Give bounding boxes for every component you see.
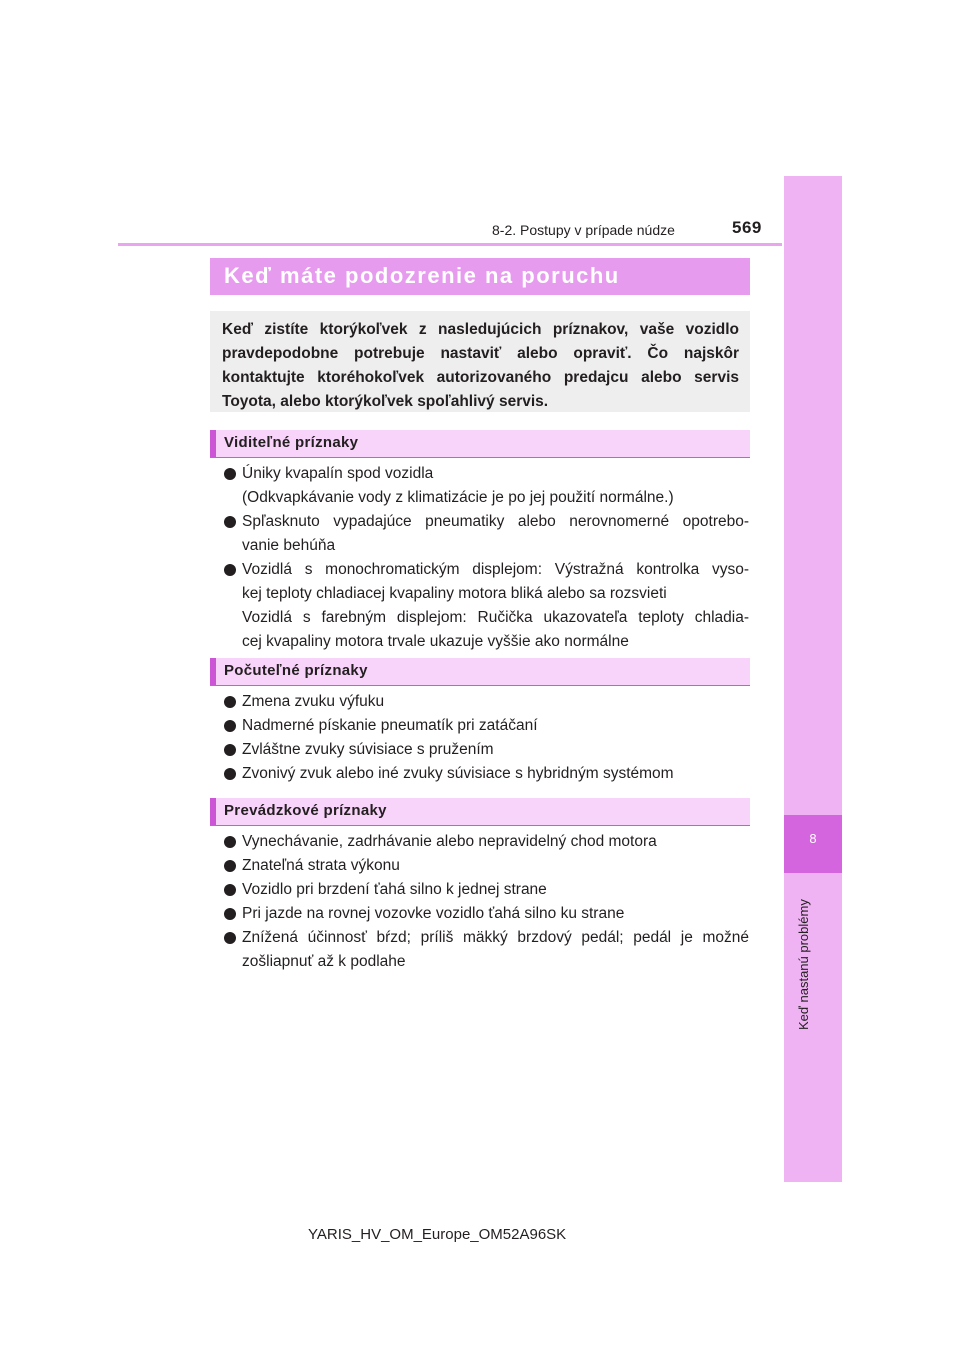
page-title-bar (210, 258, 750, 295)
chapter-label (796, 880, 826, 1040)
list-item-line: Nadmerné pískanie pneumatík pri zatáčaní (242, 717, 538, 734)
list-item (224, 558, 749, 654)
list-item-line: vanie behúňa (242, 537, 336, 554)
section-crumb: 8-2. Postupy v prípade núdze (492, 222, 675, 238)
bullet-icon (224, 720, 236, 732)
bullet-icon (224, 884, 236, 896)
list-item (224, 878, 749, 902)
bullet-icon (224, 468, 236, 480)
list-item-line: Znateľná strata výkonu (242, 857, 400, 874)
list-item-line: Pri jazde na rovnej vozovke vozidlo ťahá silno ku strane (242, 905, 625, 922)
intro-box (210, 311, 750, 412)
bullet-icon (224, 744, 236, 756)
subhead-operational-label: Prevádzkové príznaky (224, 802, 387, 819)
list-item (224, 902, 749, 926)
bullet-icon (224, 860, 236, 872)
list-item-line: Zvonivý zvuk alebo iné zvuky súvisiace s hybridným systémom (242, 765, 674, 782)
list-item (224, 714, 749, 738)
bullet-icon (224, 696, 236, 708)
bullet-icon (224, 768, 236, 780)
list-audible (224, 690, 749, 786)
list-item-line: zošliapnuť až k podlahe (242, 953, 406, 970)
list-item (224, 926, 749, 974)
bullet-icon (224, 564, 236, 576)
subhead-visible-label: Viditeľné príznaky (224, 434, 359, 451)
chapter-number: 8 (784, 815, 842, 873)
subhead-operational (210, 798, 750, 826)
header-rule (118, 243, 782, 246)
subhead-audible (210, 658, 750, 686)
subhead-audible-label: Počuteľné príznaky (224, 662, 368, 679)
list-item-line: kej teploty chladiacej kvapaliny motora bliká alebo sa rozsvieti (242, 585, 667, 602)
list-visible (224, 462, 749, 654)
list-item-line: Vozidlá s monochromatickým displejom: Výstražná kontrolka vyso- (242, 561, 749, 578)
list-operational (224, 830, 749, 974)
list-item (224, 462, 749, 510)
subhead-visible (210, 430, 750, 458)
intro-text: Keď zistíte ktorýkoľvek z nasledujúcich príznakov, vaše vozidlo pravdepodobne potrebuje nastaviť alebo opraviť. Čo najskôr kontaktujte ktoréhokoľvek autorizovaného predajcu alebo servis Toyota, alebo ktorýkoľvek spoľahlivý servis. (222, 321, 739, 410)
bullet-icon (224, 932, 236, 944)
list-item (224, 738, 749, 762)
list-item-line: Spľasknuto vypadajúce pneumatiky alebo nerovnomerné opotrebo- (242, 513, 749, 530)
list-item-line: Znížená účinnosť bŕzd; príliš mäkký brzdový pedál; pedál je možné (242, 929, 749, 946)
page-title: Keď máte podozrenie na poruchu (224, 263, 620, 288)
page-number: 569 (732, 218, 762, 237)
list-item (224, 510, 749, 558)
chapter-label-text: Keď nastanú problémy (796, 899, 811, 1030)
list-item (224, 830, 749, 854)
bullet-icon (224, 516, 236, 528)
list-item-line: (Odkvapkávanie vody z klimatizácie je po jej použití normálne.) (242, 489, 674, 506)
list-item-line: Vozidlá s farebným displejom: Ručička ukazovateľa teploty chladia- (242, 609, 749, 626)
list-item-line: Zmena zvuku výfuku (242, 693, 385, 710)
list-item-line: Úniky kvapalín spod vozidla (242, 465, 434, 482)
list-item-line: Zvláštne zvuky súvisiace s pružením (242, 741, 494, 758)
list-item (224, 690, 749, 714)
list-item-line: cej kvapaliny motora trvale ukazuje vyššie ako normálne (242, 633, 629, 650)
list-item (224, 854, 749, 878)
list-item-line: Vynechávanie, zadrhávanie alebo nepravidelný chod motora (242, 833, 657, 850)
footer-docid: YARIS_HV_OM_Europe_OM52A96SK (308, 1226, 567, 1243)
list-item-line: Vozidlo pri brzdení ťahá silno k jednej strane (242, 881, 547, 898)
list-item (224, 762, 749, 786)
bullet-icon (224, 908, 236, 920)
bullet-icon (224, 836, 236, 848)
